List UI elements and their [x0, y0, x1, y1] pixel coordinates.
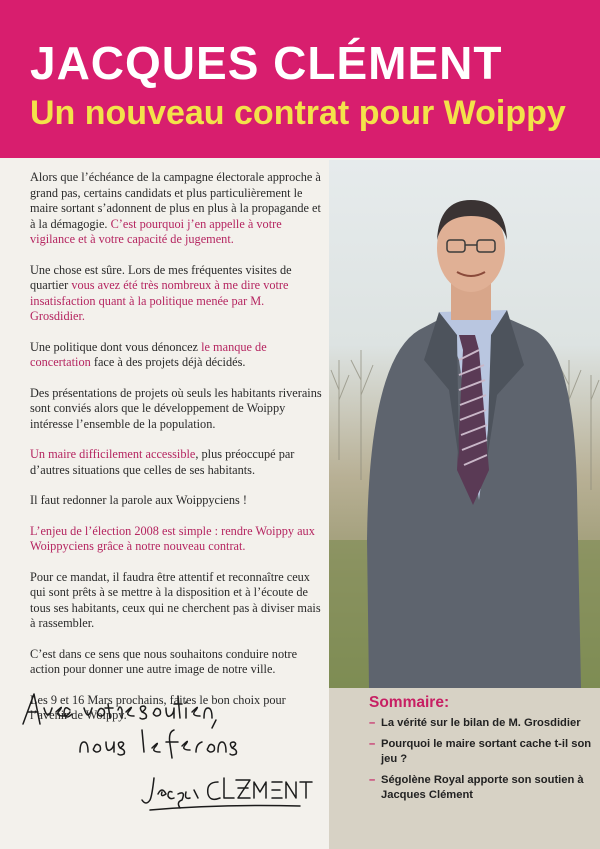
candidate-photo	[329, 160, 600, 688]
sommaire-list	[369, 716, 594, 809]
paragraph-10: Les 9 et 16 Mars prochains, faites le bon choix pour l’avenir de Woippy.	[30, 692, 286, 722]
sommaire-item	[369, 716, 594, 732]
header-banner	[0, 0, 600, 158]
portrait-illustration	[329, 160, 600, 688]
paragraph-1-highlight: C’est pourquoi j’en appelle à votre vigilance et à votre capacité de jugement.	[30, 216, 282, 246]
paragraph-1	[30, 170, 322, 248]
paragraph-3	[30, 340, 322, 371]
sommaire-box	[329, 688, 600, 849]
paragraph-3-highlight: le manque de concertation	[30, 339, 267, 369]
paragraph-8: Pour ce mandat, il faudra être attentif et reconnaître ceux qui sont prêts à se mettre à la disposition et à l’écoute de tous ses habitants, ceux qui ne cherchent pas à diviser mais à rassembler.	[30, 569, 321, 630]
sommaire-item-text: La vérité sur le bilan de M. Grosdidier	[381, 717, 581, 729]
signature-drawing	[18, 682, 318, 842]
sommaire-item-text: Pourquoi le maire sortant cache t-il son jeu ?	[381, 737, 592, 765]
paragraph-3-end: face à des projets déjà décidés.	[90, 355, 246, 369]
paragraph-5	[30, 447, 322, 478]
paragraph-7-highlight: L’enjeu de l’élection 2008 est simple : rendre Woippy aux Woippyciens grâce à notre nouveau contrat.	[30, 523, 315, 553]
paragraph-3-text: Une politique dont vous dénoncez	[30, 339, 202, 354]
paragraph-2-highlight: vous avez été très nombreux à me dire votre insatisfaction quant à la politique menée par M. Grosdidier.	[30, 278, 289, 323]
paragraph-1-text: Alors que l’échéance de la campagne électorale approche à grand pas, certains candidats et plus particulièrement le maire sortant s’adonnent de plus en plus à la propagande et à la démagogie.	[30, 170, 321, 231]
paragraph-2	[30, 263, 322, 325]
paragraph-5-highlight: Un maire difficilement accessible	[30, 447, 196, 461]
sommaire-item	[369, 737, 594, 768]
paragraph-9: C’est dans ce sens que nous souhaitons conduire notre action pour donner une autre image de notre ville.	[30, 646, 298, 676]
dash-icon: –	[369, 773, 376, 786]
dash-icon: –	[369, 737, 376, 750]
sommaire-item-text: Ségolène Royal apporte son soutien à Jacques Clément	[381, 773, 584, 801]
handwritten-signature	[18, 682, 318, 842]
sommaire-item	[369, 773, 594, 804]
candidate-name: JACQUES CLÉMENT	[30, 37, 503, 89]
sommaire-title: Sommaire:	[369, 694, 450, 711]
paragraph-5-end: , plus préoccupé par d’autres situations que celles de ses habitants.	[30, 447, 295, 477]
paragraph-4: Des présentations de projets où seuls les habitants riverains sont conviés alors que le développement de Woippy intéresse l’ensemble de la population.	[30, 385, 322, 431]
paragraph-6: Il faut redonner la parole aux Woippyciens !	[30, 493, 247, 507]
dash-icon: –	[369, 717, 376, 729]
paragraph-2-text: Une chose est sûre. Lors de mes fréquentes visites de quartier	[30, 262, 292, 292]
letter-body	[30, 170, 322, 739]
campaign-slogan: Un nouveau contrat pour Woippy	[30, 94, 566, 132]
